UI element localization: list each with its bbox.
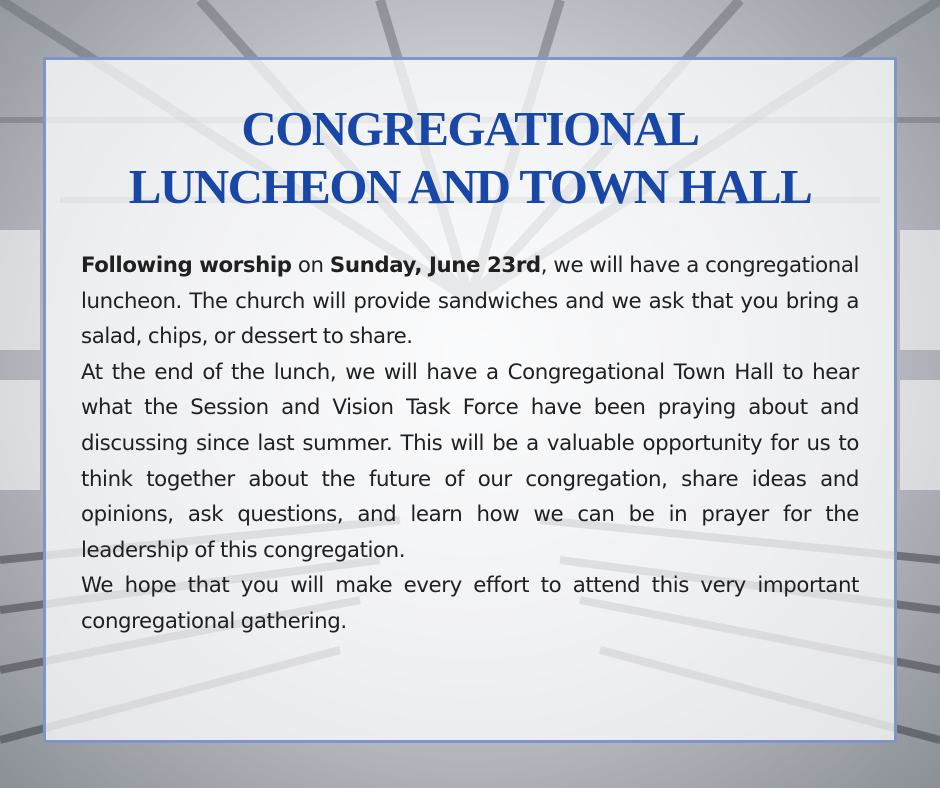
paragraph-luncheon — [81, 248, 859, 355]
paragraph-closing: We hope that you will make every effort to attend this very important congregational gathering. — [81, 573, 859, 634]
title-line-1: CONGREGATIONAL — [241, 101, 699, 156]
page-title — [46, 100, 894, 216]
bold-following-worship: Following worship — [81, 253, 292, 278]
announcement-body — [81, 248, 859, 640]
text-on: on — [291, 253, 330, 278]
content-frame — [43, 57, 897, 743]
text-luncheon-details: , we will have a congregational luncheon. The church will provide sandwiches and we ask that you bring a salad, chips, or dessert to share. — [81, 253, 859, 350]
bold-date: Sunday, June 23rd — [329, 253, 541, 278]
title-line-2: LUNCHEON AND TOWN HALL — [128, 159, 812, 214]
paragraph-town-hall: At the end of the lunch, we will have a Congregational Town Hall to hear what the Session and Vision Task Force have been praying about and discussing since last summer. This will be a valuable opportunity for us to think together about the future of our congregation, share ideas and opinions, ask questions, and learn how we can be in prayer for the leadership of this congregation. — [81, 359, 859, 563]
